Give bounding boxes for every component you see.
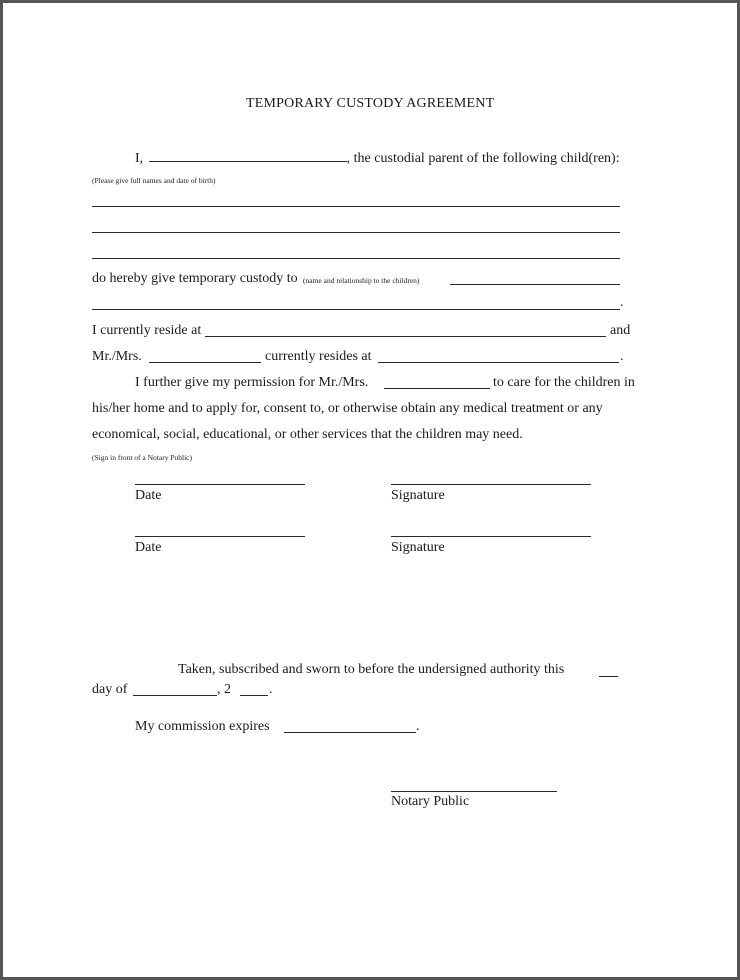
children-hint: (Please give full names and date of birth) [92, 176, 216, 185]
period-3: . [269, 682, 273, 697]
date-field-1[interactable] [135, 484, 305, 485]
commission-text: My commission expires [135, 719, 270, 734]
year-prefix: , 2 [217, 682, 231, 697]
currently-resides-label: currently resides at [265, 349, 372, 364]
date-label-2: Date [135, 540, 162, 555]
document-page [3, 3, 737, 977]
date-field-2[interactable] [135, 536, 305, 537]
day-field[interactable] [599, 676, 618, 677]
and-word: and [610, 323, 631, 338]
period-4: . [416, 719, 420, 734]
signature-label-2: Signature [391, 540, 445, 555]
custodian-name-field[interactable] [450, 284, 620, 285]
mrmrs-label: Mr./Mrs. [92, 349, 142, 364]
custodian-continuation-field[interactable] [92, 309, 620, 310]
children-field-line-1[interactable] [92, 206, 620, 207]
parent-address-field[interactable] [205, 336, 606, 337]
month-field[interactable] [133, 695, 217, 696]
intro-suffix: , the custodial parent of the following child(ren): [346, 151, 620, 166]
commission-date-field[interactable] [284, 732, 416, 733]
custody-phrase: do hereby give temporary custody to [92, 271, 298, 286]
day-of-label: day of [92, 682, 128, 697]
permission-suffix: to care for the children in [493, 375, 635, 390]
children-field-line-2[interactable] [92, 232, 620, 233]
parent-name-field[interactable] [149, 149, 347, 162]
signature-field-2[interactable] [391, 536, 591, 537]
notary-signature-field[interactable] [391, 791, 557, 792]
notary-public-label: Notary Public [391, 794, 470, 809]
intro-prefix: I, [135, 151, 144, 166]
custodian-name-field-2[interactable] [149, 362, 261, 363]
signature-label-1: Signature [391, 488, 445, 503]
sworn-text: Taken, subscribed and sworn to before the undersigned authority this [178, 662, 565, 677]
reside-label: I currently reside at [92, 323, 202, 338]
children-field-line-3[interactable] [92, 258, 620, 259]
date-label-1: Date [135, 488, 162, 503]
permission-line-3: economical, social, educational, or other services that the children may need. [92, 427, 523, 442]
document-title: TEMPORARY CUSTODY AGREEMENT [246, 96, 495, 111]
permission-name-field[interactable] [384, 388, 490, 389]
notary-hint: (Sign in front of a Notary Public) [92, 453, 192, 462]
custody-hint: (name and relationship to the children) [303, 276, 420, 285]
custodian-address-field[interactable] [378, 362, 619, 363]
period-2: . [620, 349, 624, 364]
year-field[interactable] [240, 695, 268, 696]
intro-line [135, 149, 620, 167]
signature-field-1[interactable] [391, 484, 591, 485]
period-1: . [620, 295, 624, 310]
permission-prefix: I further give my permission for Mr./Mrs. [135, 375, 369, 390]
permission-line-2: his/her home and to apply for, consent to, or otherwise obtain any medical treatment or any [92, 401, 603, 416]
